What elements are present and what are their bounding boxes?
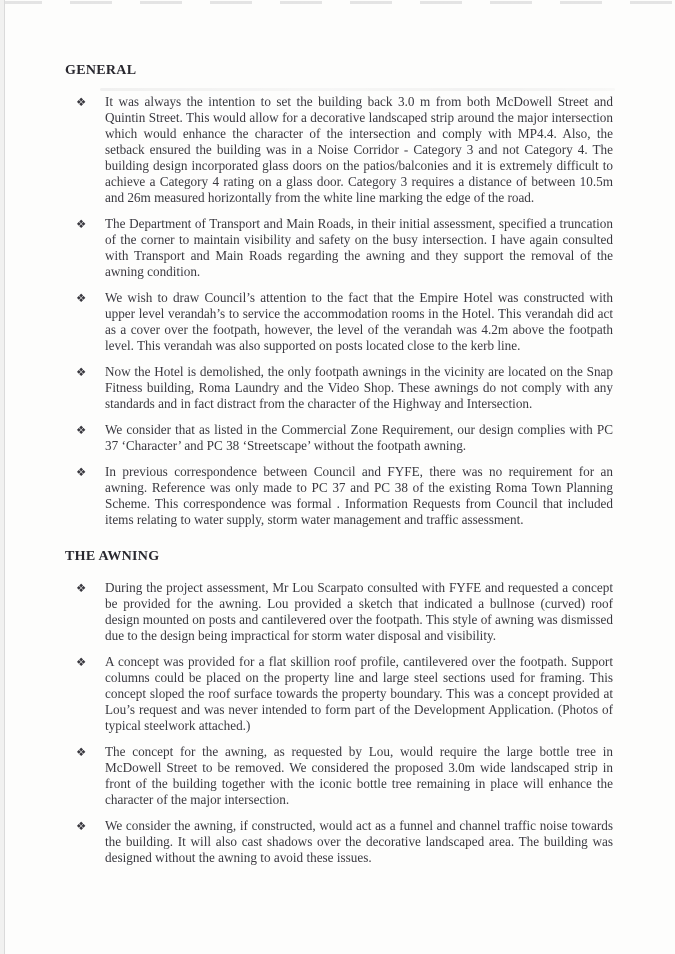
section-general <box>65 63 613 528</box>
scan-artifact-left-edge <box>0 0 5 954</box>
bullet-item-transport-main-roads <box>65 216 613 280</box>
bullet-item-bottle-tree <box>65 744 613 808</box>
bullet-item-commercial-zone <box>65 422 613 454</box>
section-the-awning-heading: THE AWNING <box>65 549 160 564</box>
bullet-item-skillion-concept <box>65 654 613 734</box>
bullet-item-previous-correspondence <box>65 464 613 528</box>
bullet-text-noise-funnel: We consider the awning, if constructed, would act as a funnel and channel traffic noise towards the building. It will also cast shadows over the decorative landscaped area. The building was designed without the awning to avoid these issues. <box>105 818 613 865</box>
document-content <box>65 63 613 876</box>
general-bullet-list <box>65 94 613 528</box>
bullet-text-skillion-concept: A concept was provided for a flat skillion roof profile, cantilevered over the footpath. Support columns could be placed on the property line and large steel sections used for framing. This concept sloped the roof surface towards the property boundary. This was a concept provided at Lou’s request and was never intended to form part of the Development Application. (Photos of typical steelwork attached.) <box>105 654 613 733</box>
section-the-awning <box>65 549 613 866</box>
awning-bullet-list <box>65 580 613 866</box>
diamond-bullet-icon: ❖ <box>76 581 87 595</box>
diamond-bullet-icon: ❖ <box>76 423 87 437</box>
diamond-bullet-icon: ❖ <box>76 745 87 759</box>
bullet-item-bullnose-concept <box>65 580 613 644</box>
bullet-text-empire-hotel: We wish to draw Council’s attention to the fact that the Empire Hotel was constructed with upper level verandah’s to service the accommodation rooms in the Hotel. This verandah did act as a cover over the footpath, however, the level of the verandah was 4.2m above the footpath level. This verandah was also supported on posts located close to the kerb line. <box>105 290 613 353</box>
diamond-bullet-icon: ❖ <box>76 291 87 305</box>
scan-artifact-top-edge <box>0 1 675 4</box>
bullet-text-setback: It was always the intention to set the building back 3.0 m from both McDowell Street and Quintin Street. This would allow for a decorative landscaped strip around the major intersection which would enhance the character of the intersection and comply with MP4.4. Also, the setback ensured the building was in a Noise Corridor - Category 3 and not Category 4. The building design incorporated glass doors on the patios/balconies and it is extremely difficult to achieve a Category 4 rating on a glass door. Category 3 requires a distance of between 10.5m and 26m measured horizontally from the white line marking the edge of the road. <box>105 94 613 205</box>
bullet-item-hotel-demolished <box>65 364 613 412</box>
diamond-bullet-icon: ❖ <box>76 95 87 109</box>
section-general-heading: GENERAL <box>65 63 137 78</box>
bullet-text-bottle-tree: The concept for the awning, as requested by Lou, would require the large bottle tree in McDowell Street to be removed. We considered the proposed 3.0m wide landscaped strip in front of the building together with the iconic bottle tree remaining in place will enhance the character of the major intersection. <box>105 744 613 807</box>
bullet-item-noise-funnel <box>65 818 613 866</box>
diamond-bullet-icon: ❖ <box>76 217 87 231</box>
diamond-bullet-icon: ❖ <box>76 655 87 669</box>
diamond-bullet-icon: ❖ <box>76 365 87 379</box>
diamond-bullet-icon: ❖ <box>76 819 87 833</box>
diamond-bullet-icon: ❖ <box>76 465 87 479</box>
bullet-item-setback <box>65 94 613 206</box>
bullet-item-empire-hotel <box>65 290 613 354</box>
bullet-text-commercial-zone: We consider that as listed in the Commercial Zone Requirement, our design complies with PC 37 ‘Character’ and PC 38 ‘Streetscape’ without the footpath awning. <box>105 422 613 453</box>
bullet-text-hotel-demolished: Now the Hotel is demolished, the only footpath awnings in the vicinity are located on the Snap Fitness building, Roma Laundry and the Video Shop. These awnings do not comply with any standards and in fact distract from the character of the Highway and Intersection. <box>105 364 613 411</box>
bullet-text-previous-correspondence: In previous correspondence between Council and FYFE, there was no requirement for an awning. Reference was only made to PC 37 and PC 38 of the existing Roma Town Planning Scheme. This correspondence was formal . Information Requests from Council that included items relating to water supply, storm water management and traffic assessment. <box>105 464 613 527</box>
bullet-text-transport-main-roads: The Department of Transport and Main Roads, in their initial assessment, specified a truncation of the corner to maintain visibility and safety on the busy intersection. I have again consulted with Transport and Main Roads regarding the awning and they support the removal of the awning condition. <box>105 216 613 279</box>
bullet-text-bullnose-concept: During the project assessment, Mr Lou Scarpato consulted with FYFE and requested a concept be provided for the awning. Lou provided a sketch that indicated a bullnose (curved) roof design mounted on posts and cantilevered over the footpath. This style of awning was dismissed due to the design being impractical for storm water disposal and visibility. <box>105 580 613 643</box>
